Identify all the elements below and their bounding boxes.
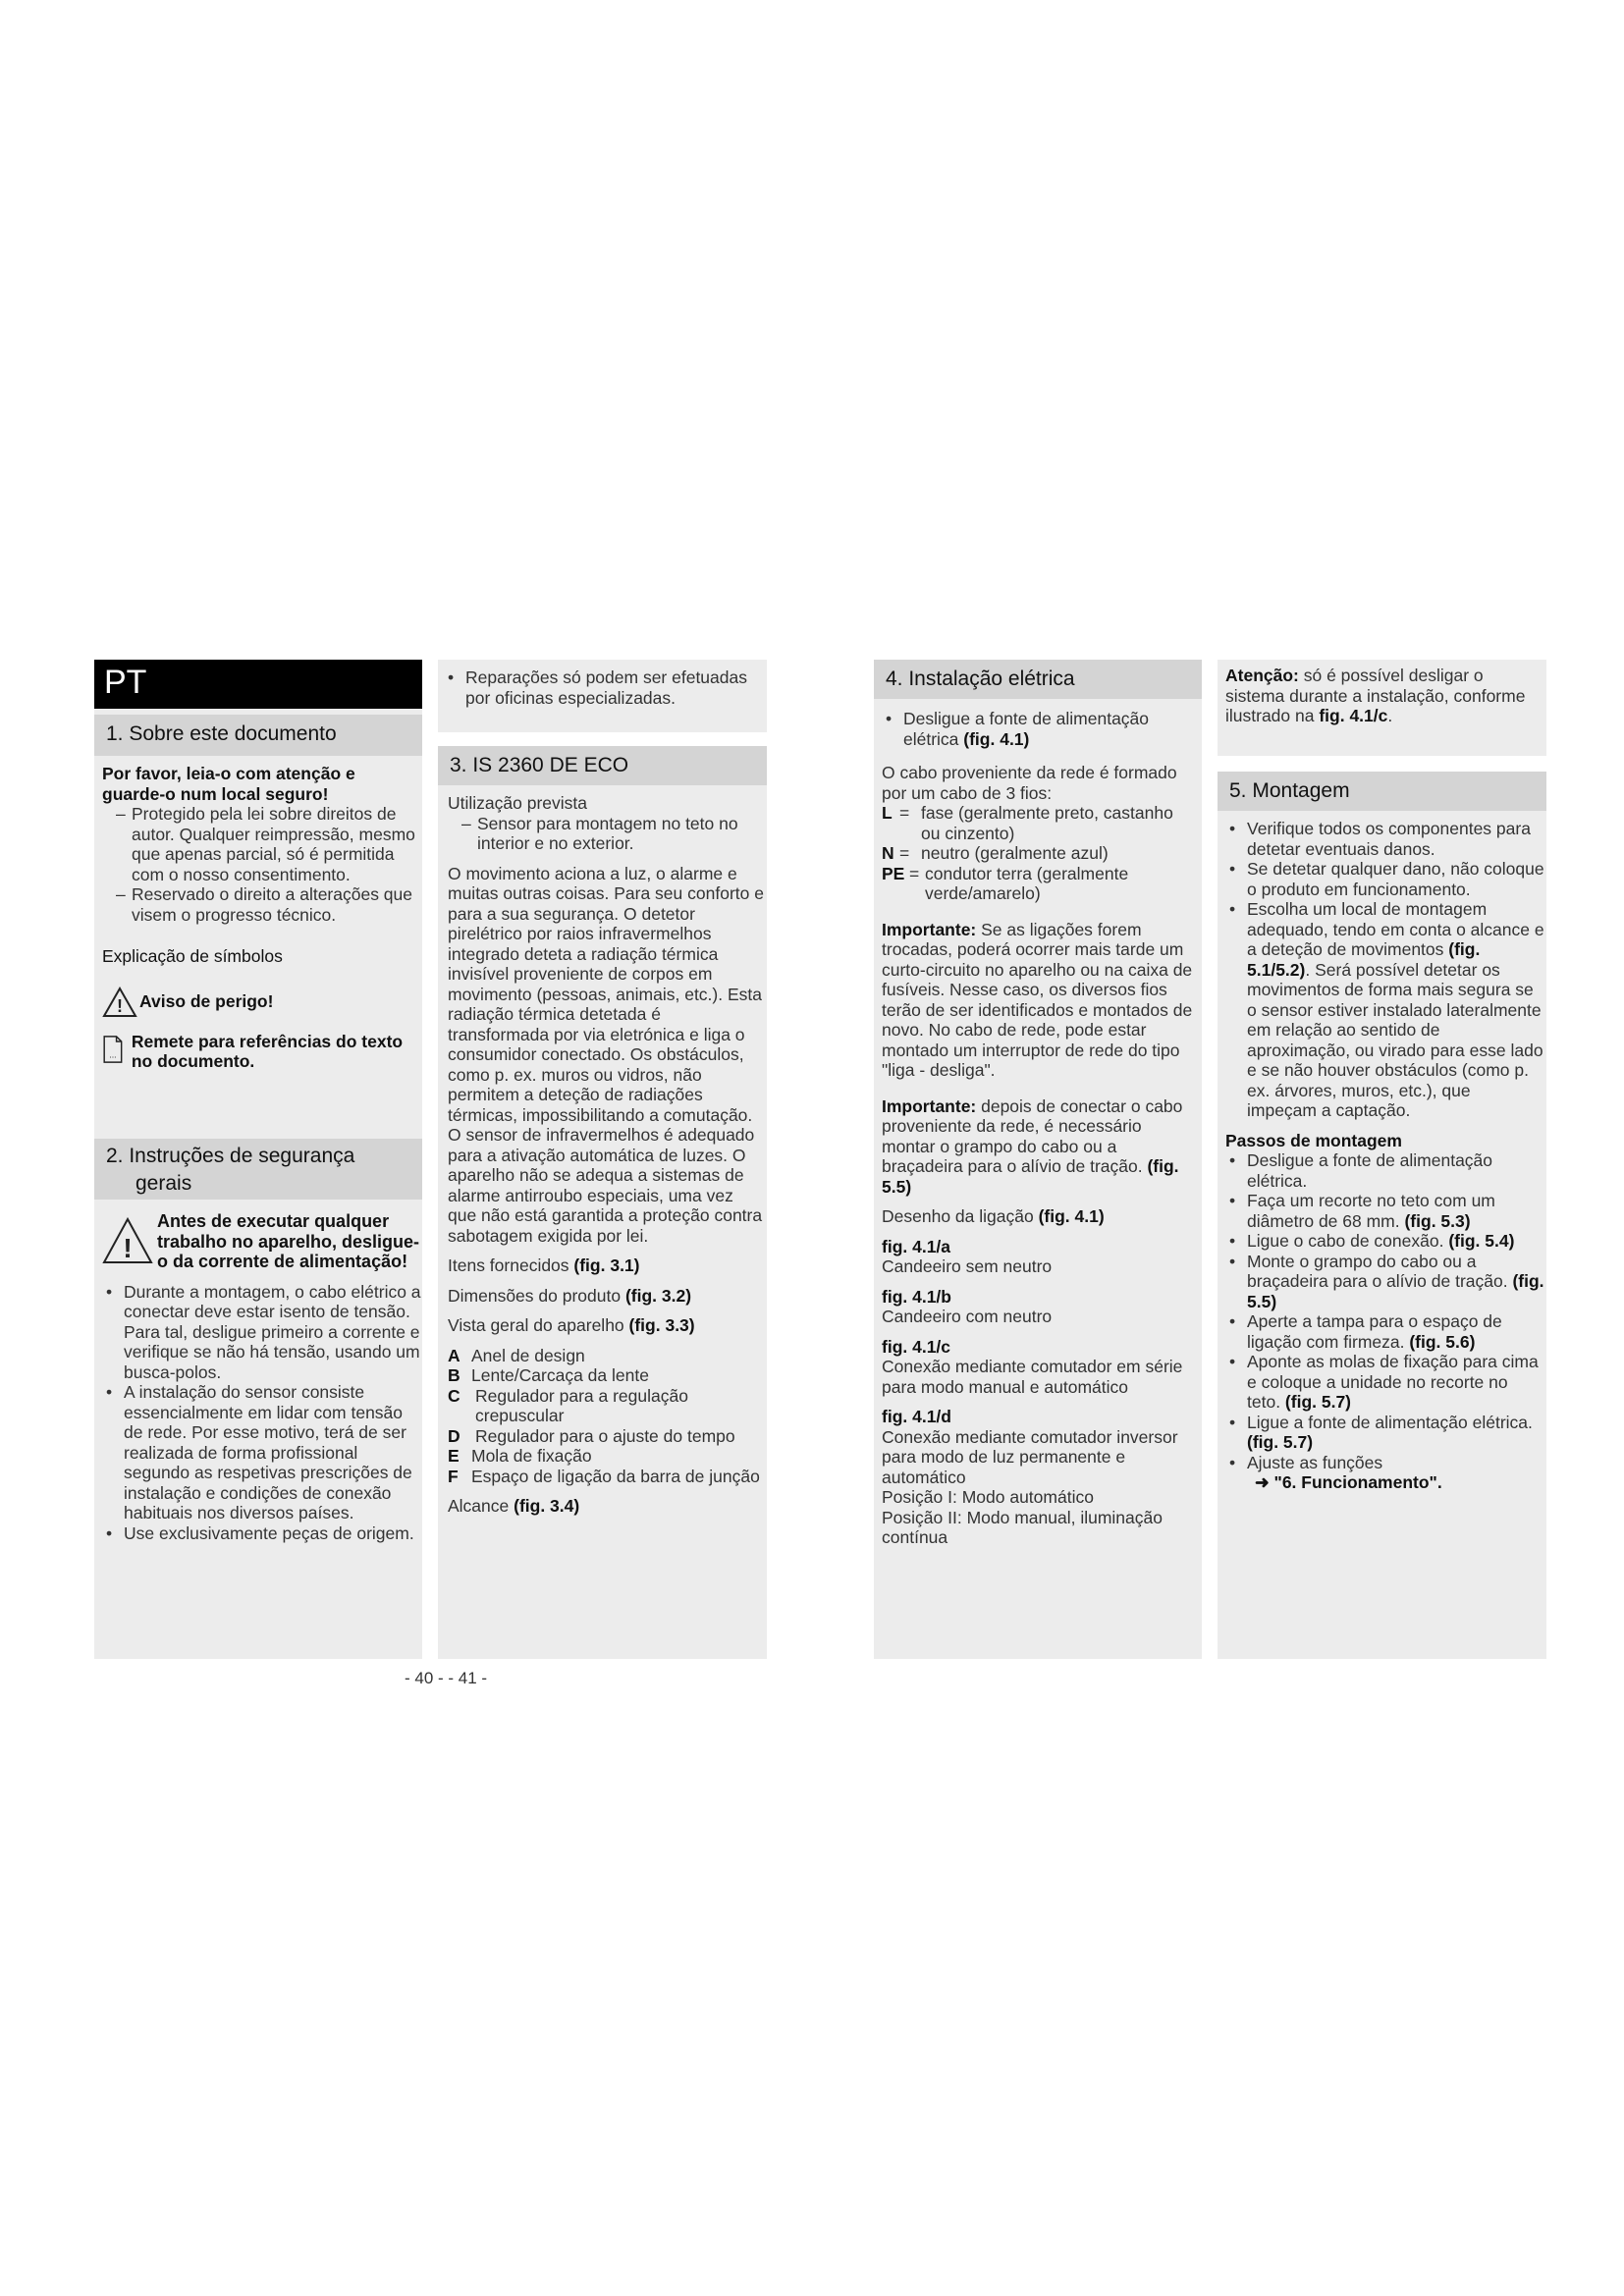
figure-ref: (fig. 3.3): [628, 1315, 695, 1335]
list-item: • Se detetar qualquer dano, não coloque o produto em funcionamento.: [1225, 859, 1544, 899]
position-2: Posição II: Modo manual, iluminação contínua: [882, 1507, 1163, 1547]
part-item: B Lente/Carcaça da lente: [448, 1365, 649, 1385]
parts-list: [448, 1346, 764, 1487]
section-1-heading: [94, 715, 422, 756]
figure-ref: (fig. 3.2): [624, 1285, 692, 1306]
section-2-heading: [94, 1139, 422, 1200]
column-gap: [1218, 756, 1546, 772]
figure-ref: (fig. 3.1): [573, 1255, 640, 1275]
wire-item: N = neutro (geralmente azul): [882, 843, 1109, 863]
attention-note: Atenção: só é possível desligar o sistema durante a instalação, conforme ilustrado na fig. 4.1/c.: [1225, 666, 1526, 725]
items-supplied: [448, 1255, 764, 1276]
intro-notice: Por favor, leia-o com atenção e guarde-o num local seguro!: [102, 764, 355, 804]
paragraph: O movimento aciona a luz, o alarme e muitas outras coisas. Para seu conforto e para a sua segurança. O detetor pirelétrico por raios infravermelhos integrado deteta a radiação térmica invisível proveniente de corpos em movimento (pessoas, animais, etc.). Esta radiação térmica detetada é transformada por via eletrónica e liga o consumidor conectado. Os obstáculos, como p. ex. muros ou vidros, não permitem a deteção de radiações térmicas, impossibilitando a comutação.: [448, 863, 764, 1125]
part-item: D Regulador para o ajuste do tempo: [448, 1425, 735, 1446]
section-2-title-line2: gerais: [135, 1172, 192, 1195]
figure-desc: Conexão mediante comutador inversor para modo de luz permanente e automático: [882, 1426, 1178, 1487]
intended-use-title: Utilização prevista: [448, 793, 587, 813]
section-3-heading: [438, 746, 767, 785]
wire-item: L = fase (geralmente preto, castanho ou cinzento): [882, 803, 1173, 843]
section-3-body: [448, 793, 764, 1517]
warning-triangle-icon: [102, 1217, 153, 1264]
list-item: – Sensor para montagem no teto no interior e no exterior.: [448, 814, 764, 854]
column-gap: [438, 732, 767, 746]
section-4-heading: [874, 660, 1202, 699]
position-1: Posição I: Modo automático: [882, 1487, 1094, 1507]
wire-list: [882, 803, 1198, 904]
section-1-body: [102, 764, 422, 1072]
section-1-title: 1. Sobre este documento: [106, 722, 337, 745]
list-item: – Reservado o direito a alterações que visem o progresso técnico.: [102, 884, 422, 925]
list-item: • Aperte a tampa para o espaço de ligação com firmeza. (fig. 5.6): [1225, 1311, 1544, 1352]
list-item: • Ajuste as funções ➜ "6. Funcionamento".: [1225, 1453, 1544, 1493]
warning-triangle-icon: [102, 987, 137, 1018]
figure-desc: Candeeiro com neutro: [882, 1307, 1053, 1326]
figure-ref: (fig. 3.4): [514, 1496, 580, 1516]
list-item: • Faça um recorte no teto com um diâmetro de 68 mm. (fig. 5.3): [1225, 1191, 1544, 1231]
section-5-body: [1225, 819, 1544, 1493]
part-item: A Anel de design: [448, 1345, 585, 1365]
mounting-steps-title: Passos de montagem: [1225, 1130, 1402, 1150]
figure-desc: Conexão mediante comutador em série para modo manual e automático: [882, 1357, 1183, 1397]
list-item: • Escolha um local de montagem adequado, tendo em conta o alcance e a deteção de movimentos (fig. 5.1/5.2). Será possível detetar os movimentos de forma mais segura se o sensor estiver instalado lateralmente em relação ao sentido de aproximação, ou virado para esse lado e se não houver obstáculos (como p. ex. árvores, muros, etc.), que impeçam a captação.: [1225, 899, 1544, 1121]
section-3-title: 3. IS 2360 DE ECO: [450, 754, 629, 776]
important-note-1: Importante: Se as ligações forem trocadas, poderá ocorrer mais tarde um curto-circuito no aparelho ou na caixa de fusíveis. Nesse caso, os diversos fios terão de ser identificados e montados de novo. No cabo de rede, pode estar montado um interruptor de rede do tipo "liga - desliga".: [882, 919, 1193, 1080]
part-item: E Mola de fixação: [448, 1446, 592, 1466]
items-text: Itens fornecidos: [448, 1255, 574, 1275]
figure-label: fig. 4.1/a: [882, 1236, 951, 1256]
part-item: C Regulador para a regulação crepuscular: [448, 1385, 688, 1425]
page-numbers: - 40 - - 41 -: [405, 1669, 488, 1687]
list-item: • A instalação do sensor consiste essencialmente em lidar com tensão de rede. Por esse motivo, terá de ser realizada de forma profissional segundo as respetivas prescrições de instalação e condições de conexão habituais nos diversos países.: [102, 1382, 422, 1523]
section-2-body: [102, 1211, 422, 1543]
section-2-title-line1: 2. Instruções de segurança: [106, 1145, 355, 1167]
figure-desc: Candeeiro sem neutro: [882, 1256, 1053, 1276]
svg-text:!: !: [123, 1233, 133, 1263]
section-5-title: 5. Montagem: [1229, 779, 1350, 802]
connection-diagram: Desenho da ligação (fig. 4.1): [882, 1206, 1105, 1226]
overview-text: Vista geral do aparelho: [448, 1315, 629, 1335]
list-item: • Aponte as molas de fixação para cima e coloque a unidade no recorte no teto. (fig. 5.7): [1225, 1352, 1544, 1413]
svg-text:...: ...: [109, 1049, 117, 1060]
range-text: Alcance: [448, 1496, 514, 1516]
figure-label: fig. 4.1/b: [882, 1286, 951, 1307]
section-4-title: 4. Instalação elétrica: [886, 667, 1075, 690]
range: [448, 1496, 764, 1517]
list-item: • Verifique todos os componentes para detetar eventuais danos.: [1225, 819, 1544, 859]
list-item: • Desligue a fonte de alimentação elétrica.: [1225, 1150, 1544, 1191]
symbols-title: Explicação de símbolos: [102, 946, 283, 966]
part-item: F Espaço de ligação da barra de junção: [448, 1466, 760, 1486]
list-item: • Use exclusivamente peças de origem.: [102, 1523, 422, 1544]
symbol-warning-label: Aviso de perigo!: [139, 991, 274, 1012]
list-item: • Ligue a fonte de alimentação elétrica. (fig. 5.7): [1225, 1413, 1544, 1453]
list-item: • Durante a montagem, o cabo elétrico a conectar deve estar isento de tensão. Para tal, desligue primeiro a corrente e verifique se não há tensão, usando um busca-polos.: [102, 1282, 422, 1383]
symbol-reference-label: Remete para referências do texto no documento.: [131, 1031, 404, 1071]
device-overview: [448, 1315, 764, 1336]
cable-info: O cabo proveniente da rede é formado por um cabo de 3 fios:: [882, 763, 1177, 803]
figure-label: fig. 4.1/c: [882, 1336, 951, 1357]
paragraph: O sensor de infravermelhos é adequado para a ativação automática de luzes. O aparelho não se adequa a sistemas de alarme antirroubo especiais, uma vez que não está garantida a proteção contra sabotagem exigida por lei.: [448, 1125, 763, 1246]
product-dimensions: [448, 1286, 764, 1307]
section-5-heading: [1218, 772, 1546, 811]
figure-label: fig. 4.1/d: [882, 1407, 951, 1426]
important-note-2: Importante: depois de conectar o cabo proveniente da rede, é necessário montar o grampo do cabo ou a braçadeira para o alívio de tração. (fig. 5.5): [882, 1095, 1183, 1197]
wire-item: PE = condutor terra (geralmente verde/amarelo): [882, 863, 1129, 903]
cross-reference: ➜ "6. Funcionamento".: [1255, 1472, 1442, 1492]
repair-note: [444, 667, 761, 708]
list-item: • Ligue o cabo de conexão. (fig. 5.4): [1225, 1231, 1544, 1252]
language-label: PT: [94, 660, 422, 709]
list-item: • Reparações só podem ser efetuadas por oficinas especializadas.: [444, 667, 761, 708]
dims-text: Dimensões do produto: [448, 1285, 625, 1306]
svg-text:!: !: [117, 995, 123, 1016]
section-4-body: [882, 709, 1198, 1548]
list-item: – Protegido pela lei sobre direitos de autor. Qualquer reimpressão, mesmo que apenas parcial, só é permitida com o nosso consentimento.: [102, 804, 422, 884]
document-reference-icon: [102, 1030, 124, 1069]
list-item: • Desligue a fonte de alimentação elétrica (fig. 4.1): [882, 709, 1198, 749]
safety-warning: Antes de executar qualquer trabalho no aparelho, desligue-o da corrente de alimentação!: [157, 1211, 420, 1271]
list-item: • Monte o grampo do cabo ou a braçadeira para o alívio de tração. (fig. 5.5): [1225, 1252, 1544, 1312]
